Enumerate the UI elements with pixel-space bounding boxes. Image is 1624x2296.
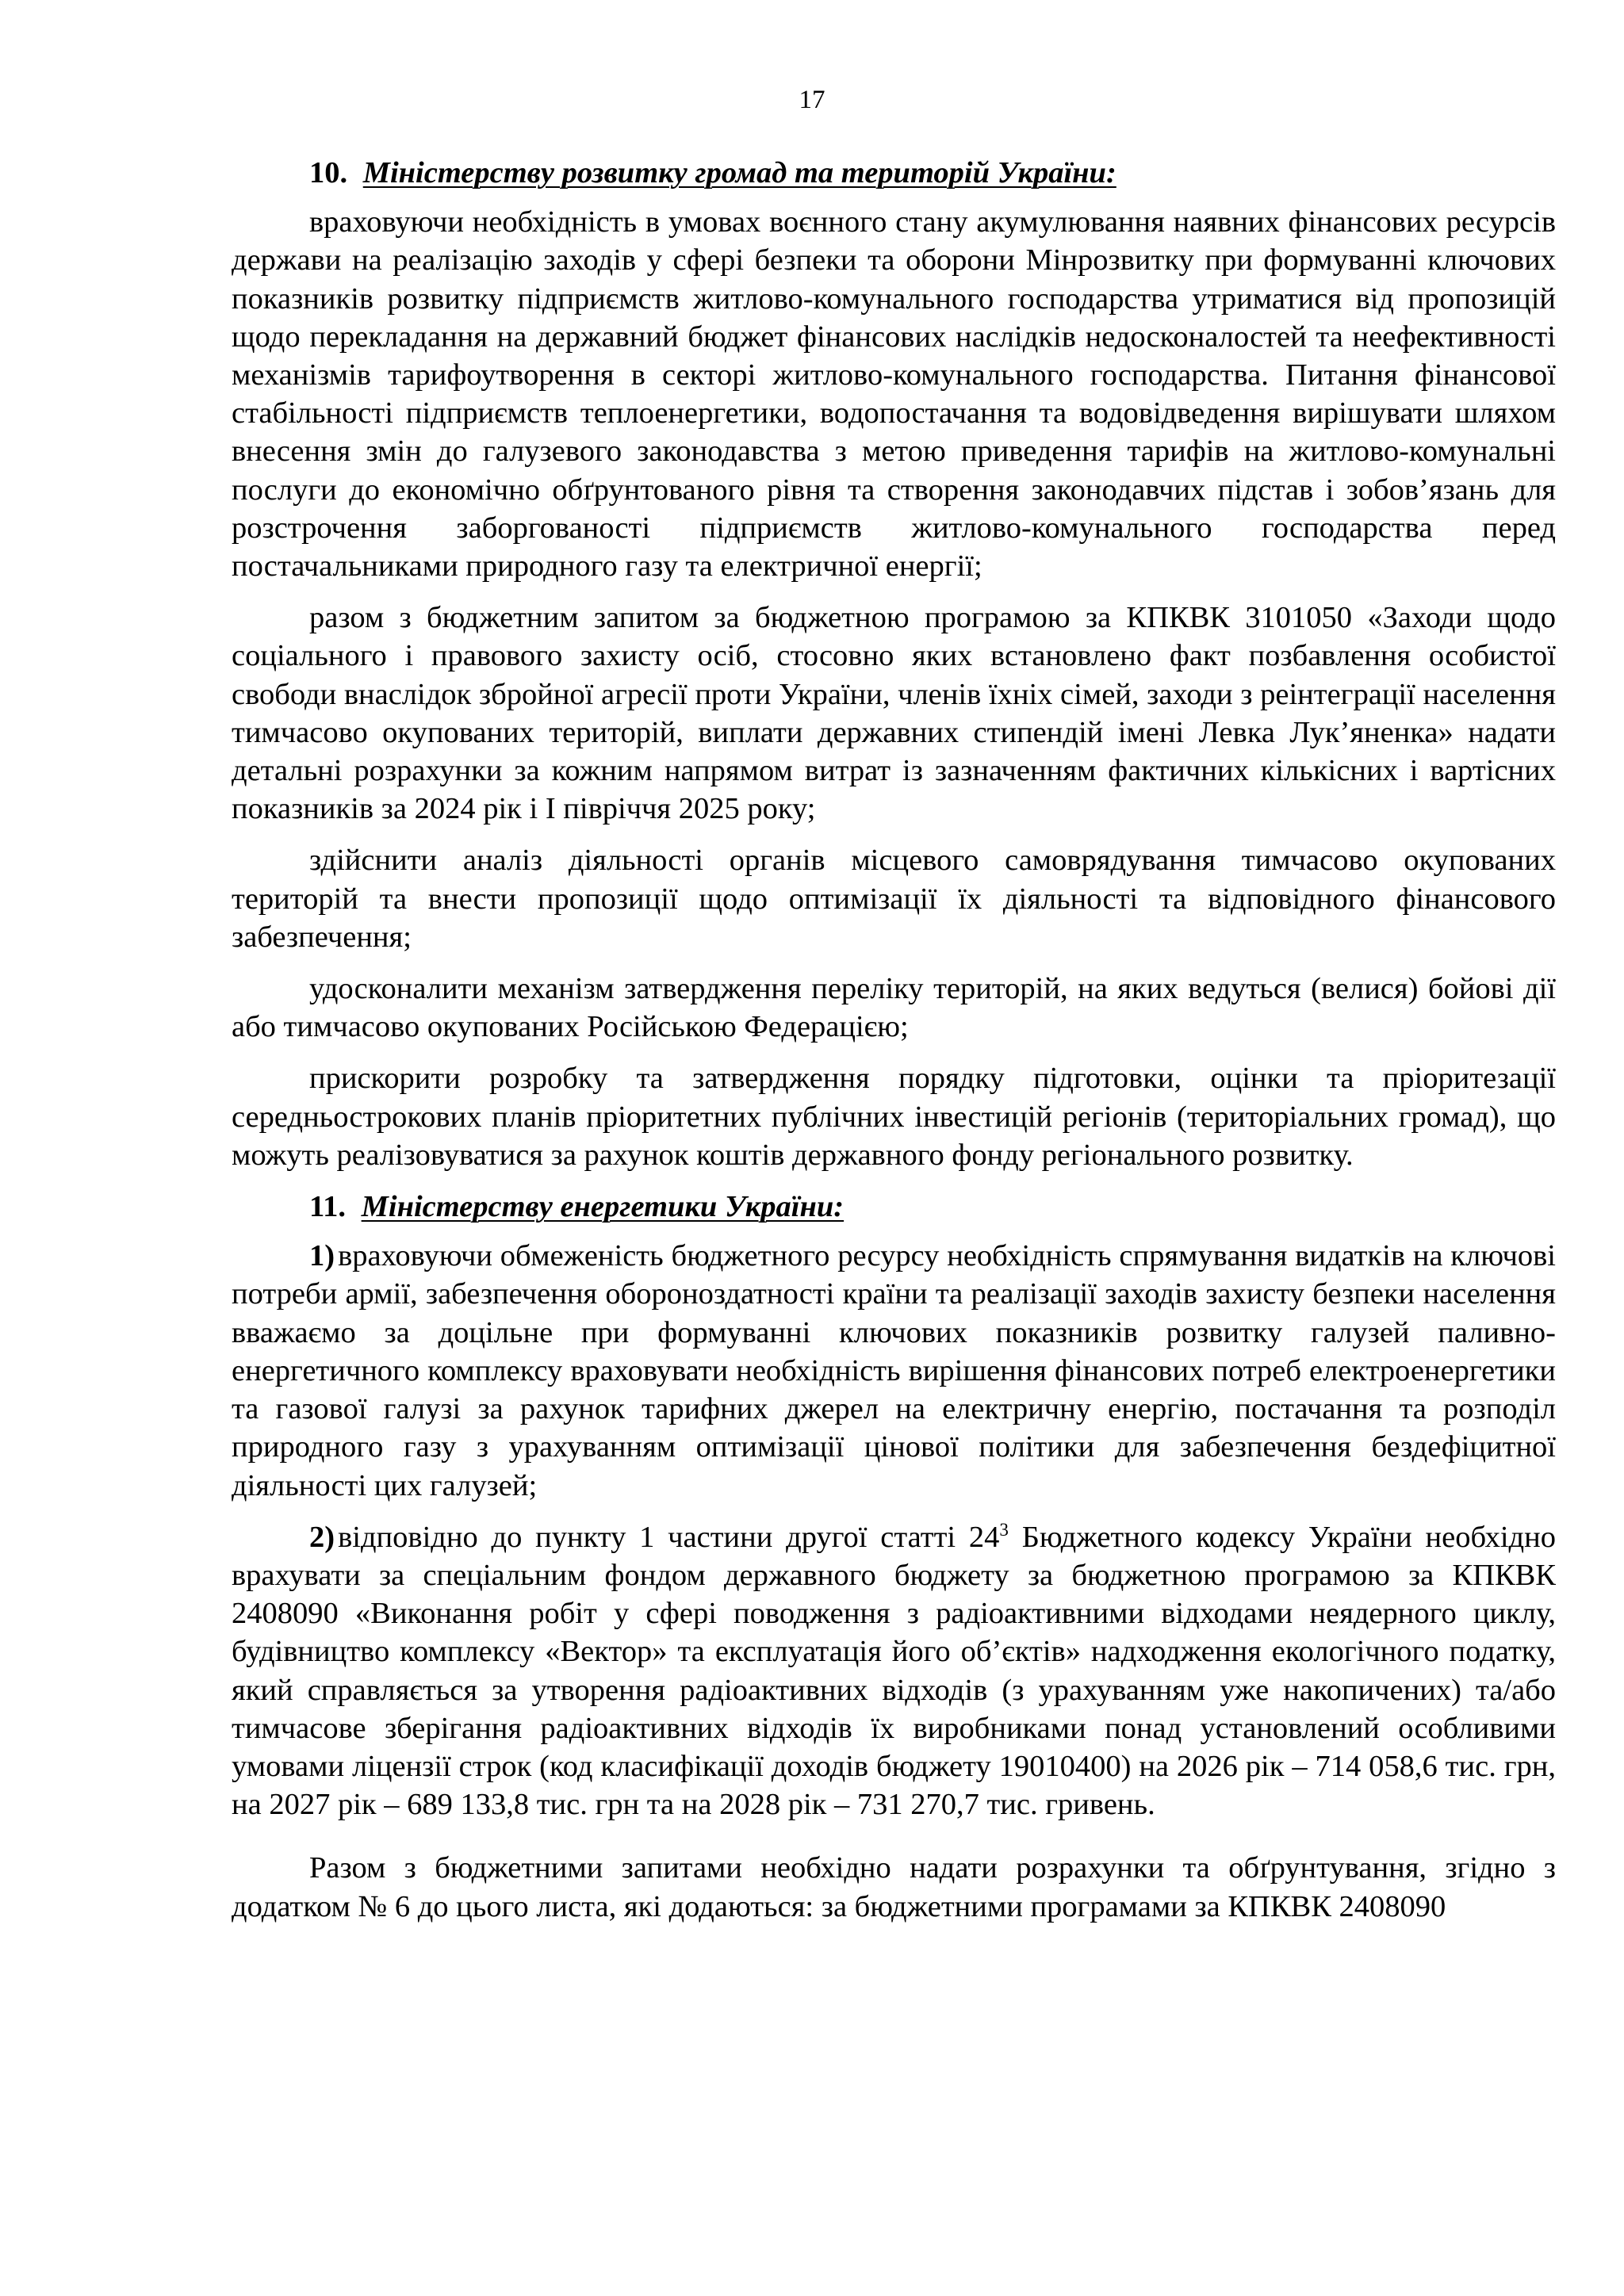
superscript: 3	[999, 1518, 1009, 1540]
section-number: 11.	[309, 1190, 347, 1224]
page-number: 17	[799, 86, 825, 114]
closing-paragraph: Разом з бюджетними запитами необхідно надати розрахунки та обґрунтування, згідно з додатком № 6 до цього листа, які додаються: за бюджетними програмами за КПКВК 2408090	[232, 1851, 1556, 1923]
section-number: 10.	[309, 156, 348, 189]
section-10-heading	[232, 154, 1556, 192]
item-text: враховуючи обмеженість бюджетного ресурсу необхідність спрямування видатків на ключові потреби армії, забезпечення обороноздатності країни та реалізації заходів захисту безпеки населення вважаємо за доцільне при формуванні ключових показників розвитку галузей паливно-енергетичного комплексу враховувати необхідність вирішення фінансових потреб електроенергетики та газової галузі за рахунок тарифних джерел на електричну енергію, постачання та розподіл природного газу з урахуванням оптимізації цінової політики для забезпечення бездефіцитної діяльності цих галузей;	[232, 1239, 1556, 1502]
paragraph: удосконалити механізм затвердження переліку територій, на яких ведуться (велися) бойові дії або тимчасово окупованих Російською Федерацією;	[232, 972, 1556, 1044]
section-title: Міністерству енергетики України:	[361, 1190, 845, 1224]
paragraph-item-1	[232, 1237, 1556, 1504]
document-body	[232, 154, 1556, 1939]
paragraph: прискорити розробку та затвердження порядку підготовки, оцінки та пріоритезації середньострокових планів пріоритетних публічних інвестицій регіонів (територіальних громад), що можуть реалізовуватися за рахунок коштів державного фонду регіонального розвитку.	[232, 1062, 1556, 1172]
section-title: Міністерству розвитку громад та територій України:	[362, 156, 1116, 189]
section-11-heading	[232, 1188, 1556, 1226]
paragraph: здійснити аналіз діяльності органів місцевого самоврядування тимчасово окупованих територій та внести пропозиції щодо оптимізації їх діяльності та відповідного фінансового забезпечення;	[232, 844, 1556, 954]
item-marker: 1)	[309, 1239, 335, 1273]
item-marker: 2)	[309, 1520, 335, 1554]
item-text-start: відповідно до пункту 1 частини другої статті 24	[338, 1520, 1000, 1554]
paragraph-item-2	[232, 1518, 1556, 1824]
paragraph: разом з бюджетним запитом за бюджетною програмою за КПКВК 3101050 «Заходи щодо соціального і правового захисту осіб, стосовно яких встановлено факт позбавлення особистої свободи внаслідок збройної агресії проти України, членів їхніх сімей, заходи з реінтеграції населення тимчасово окупованих територій, виплати державних стипендій імені Левка Лук’яненка» надати детальні розрахунки за кожним напрямом витрат із зазначенням фактичних кількісних і вартісних показників за 2024 рік і І півріччя 2025 року;	[232, 601, 1556, 826]
item-text-rest: Бюджетного кодексу України необхідно врахувати за спеціальним фондом державного бюджету за бюджетною програмою за КПКВК 2408090 «Виконання робіт у сфері поводження з радіоактивними відходами неядерного циклу, будівництво комплексу «Вектор» та експлуатація його об’єктів» надходження екологічного податку, який справляється за утворення радіоактивних відходів (з урахуванням уже накопичених) та/або тимчасове зберігання радіоактивних відходів їх виробниками понад установлений особливими умовами ліцензії строк (код класифікації доходів бюджету 19010400) на 2026 рік – 714 058,6 тис. грн, на 2027 рік – 689 133,8 тис. грн та на 2028 рік – 731 270,7 тис. гривень.	[232, 1520, 1556, 1822]
paragraph: враховуючи необхідність в умовах воєнного стану акумулювання наявних фінансових ресурсів держави на реалізацію заходів у сфері безпеки та оборони Мінрозвитку при формуванні ключових показників розвитку підприємств житлово-комунального господарства утриматися від пропозицій щодо перекладання на державний бюджет фінансових наслідків недосконалостей та неефективності механізмів тарифоутворення в секторі житлово-комунального господарства. Питання фінансової стабільності підприємств теплоенергетики, водопостачання та водовідведення вирішувати шляхом внесення змін до галузевого законодавства з метою приведення тарифів на житлово-комунальні послуги до економічно обґрунтованого рівня та створення законодавчих підстав і зобов’язань для розстрочення заборгованості підприємств житлово-комунального господарства перед постачальниками природного газу та електричної енергії;	[232, 205, 1556, 584]
